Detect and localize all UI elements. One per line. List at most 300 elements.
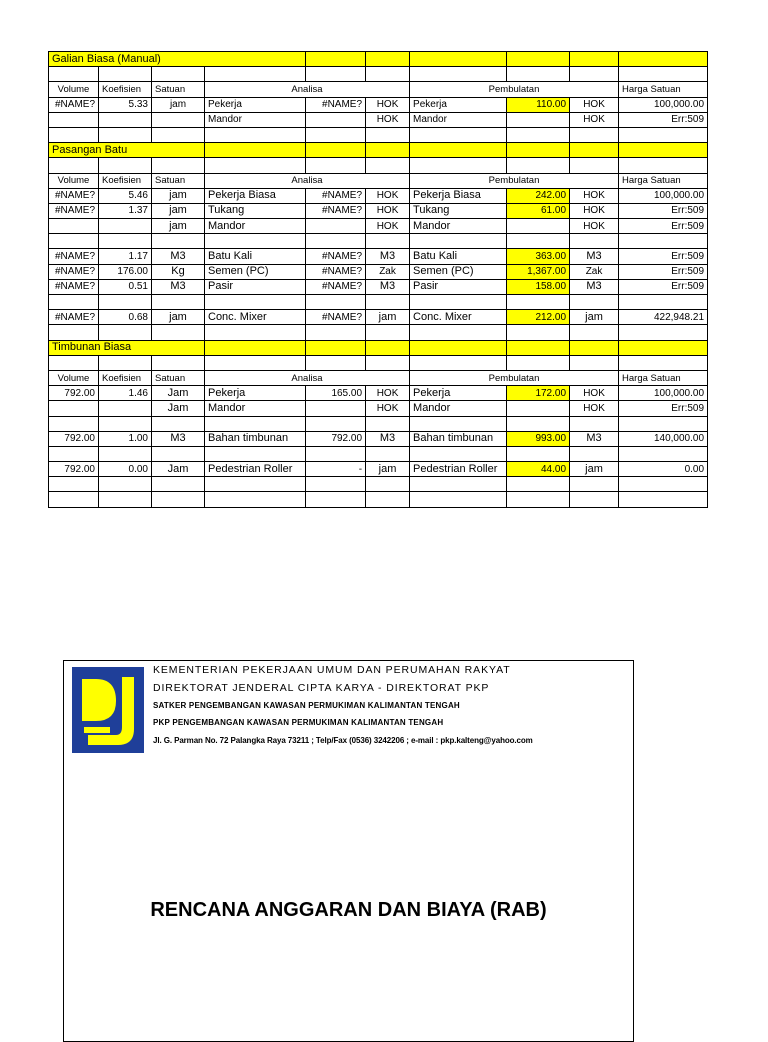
table-cell[interactable]: 44.00: [507, 462, 570, 477]
table-cell[interactable]: HOK: [570, 219, 619, 234]
table-cell[interactable]: Err:509: [619, 219, 708, 234]
table-cell[interactable]: [152, 67, 205, 82]
letterhead-pkp: PKP PENGEMBANGAN KAWASAN PERMUKIMAN KALIMANTAN TENGAH: [153, 718, 444, 727]
table-cell[interactable]: jam: [152, 203, 205, 218]
table-cell[interactable]: M3: [366, 431, 410, 446]
header-analisa[interactable]: Analisa: [205, 370, 410, 385]
table-cell[interactable]: [366, 143, 410, 158]
table-cell[interactable]: [410, 52, 507, 67]
table-row: [49, 279, 708, 294]
table-cell[interactable]: [366, 234, 410, 249]
header-satuan[interactable]: Satuan: [152, 370, 205, 385]
table-cell[interactable]: [49, 355, 99, 370]
table-cell[interactable]: [152, 355, 205, 370]
table-cell[interactable]: Err:509: [619, 264, 708, 279]
table-cell[interactable]: 61.00: [507, 203, 570, 218]
table-cell[interactable]: M3: [570, 279, 619, 294]
table-cell[interactable]: 1.00: [99, 431, 152, 446]
table-cell[interactable]: [306, 446, 366, 461]
table-cell[interactable]: [619, 446, 708, 461]
table-cell[interactable]: 0.68: [99, 310, 152, 325]
table-cell[interactable]: 1,367.00: [507, 264, 570, 279]
table-cell[interactable]: 1.37: [99, 203, 152, 218]
table-cell[interactable]: 158.00: [507, 279, 570, 294]
table-cell[interactable]: [570, 416, 619, 431]
table-cell[interactable]: [507, 234, 570, 249]
table-cell[interactable]: [205, 158, 306, 173]
table-cell[interactable]: [152, 112, 205, 127]
table-cell[interactable]: HOK: [570, 97, 619, 112]
table-row: [49, 188, 708, 203]
table-cell[interactable]: #NAME?: [49, 97, 99, 112]
empty-row: [49, 158, 708, 173]
table-cell[interactable]: [366, 325, 410, 340]
table-cell[interactable]: #NAME?: [306, 264, 366, 279]
table-cell[interactable]: [205, 127, 306, 142]
section-title[interactable]: Pasangan Batu: [49, 143, 205, 158]
table-cell[interactable]: Jam: [152, 462, 205, 477]
table-cell[interactable]: M3: [152, 249, 205, 264]
header-pembulatan[interactable]: Pembulatan: [410, 173, 619, 188]
table-cell[interactable]: #NAME?: [49, 310, 99, 325]
table-cell[interactable]: #NAME?: [306, 203, 366, 218]
table-cell[interactable]: [49, 295, 99, 310]
table-cell[interactable]: jam: [570, 462, 619, 477]
table-cell[interactable]: #NAME?: [306, 188, 366, 203]
table-cell[interactable]: [99, 325, 152, 340]
section-title[interactable]: Timbunan Biasa: [49, 340, 205, 355]
table-cell[interactable]: [570, 52, 619, 67]
table-cell[interactable]: [99, 127, 152, 142]
table-cell[interactable]: [49, 127, 99, 142]
table-cell[interactable]: 1.17: [99, 249, 152, 264]
header-volume[interactable]: Volume: [49, 173, 99, 188]
table-cell[interactable]: 172.00: [507, 386, 570, 401]
table-cell[interactable]: [366, 67, 410, 82]
table-cell[interactable]: Tukang: [205, 203, 306, 218]
header-pembulatan[interactable]: Pembulatan: [410, 82, 619, 97]
table-cell[interactable]: Mandor: [205, 112, 306, 127]
table-cell[interactable]: [205, 325, 306, 340]
table-cell[interactable]: 5.33: [99, 97, 152, 112]
table-cell[interactable]: [410, 416, 507, 431]
table-cell[interactable]: [205, 477, 306, 492]
table-cell[interactable]: [99, 355, 152, 370]
table-cell[interactable]: [306, 219, 366, 234]
table-cell[interactable]: Tukang: [410, 203, 507, 218]
header-koefisien[interactable]: Koefisien: [99, 370, 152, 385]
table-cell[interactable]: [619, 52, 708, 67]
table-cell[interactable]: Jam: [152, 401, 205, 416]
table-cell[interactable]: [619, 143, 708, 158]
table-cell[interactable]: jam: [570, 310, 619, 325]
table-cell[interactable]: [619, 67, 708, 82]
header-koefisien[interactable]: Koefisien: [99, 173, 152, 188]
table-cell[interactable]: [570, 295, 619, 310]
table-cell[interactable]: HOK: [366, 97, 410, 112]
table-cell[interactable]: [99, 219, 152, 234]
table-cell[interactable]: [205, 295, 306, 310]
table-cell[interactable]: Mandor: [410, 219, 507, 234]
table-cell[interactable]: 100,000.00: [619, 97, 708, 112]
table-cell[interactable]: [306, 416, 366, 431]
table-cell[interactable]: Pekerja: [205, 97, 306, 112]
table-cell[interactable]: 792.00: [49, 386, 99, 401]
table-cell[interactable]: 0.00: [99, 462, 152, 477]
table-cell[interactable]: Zak: [570, 264, 619, 279]
table-cell[interactable]: [619, 340, 708, 355]
table-cell[interactable]: [99, 67, 152, 82]
table-cell[interactable]: [306, 325, 366, 340]
table-cell[interactable]: [366, 52, 410, 67]
table-cell[interactable]: [49, 416, 99, 431]
table-cell[interactable]: [619, 158, 708, 173]
table-cell[interactable]: [306, 52, 366, 67]
table-cell[interactable]: 792.00: [306, 431, 366, 446]
table-cell[interactable]: [570, 143, 619, 158]
table-cell[interactable]: [507, 112, 570, 127]
table-cell[interactable]: [49, 67, 99, 82]
table-cell[interactable]: 422,948.21: [619, 310, 708, 325]
table-cell[interactable]: #NAME?: [49, 188, 99, 203]
table-cell[interactable]: [49, 492, 99, 507]
table-cell[interactable]: Err:509: [619, 203, 708, 218]
table-cell[interactable]: Kg: [152, 264, 205, 279]
table-cell[interactable]: [306, 158, 366, 173]
table-cell[interactable]: [152, 477, 205, 492]
table-cell[interactable]: [99, 158, 152, 173]
table-cell[interactable]: [366, 492, 410, 507]
table-cell[interactable]: #NAME?: [306, 279, 366, 294]
table-cell[interactable]: M3: [152, 431, 205, 446]
table-cell[interactable]: 0.51: [99, 279, 152, 294]
table-cell[interactable]: [99, 401, 152, 416]
header-row: [49, 370, 708, 385]
table-cell[interactable]: [410, 446, 507, 461]
table-cell[interactable]: [366, 340, 410, 355]
table-cell[interactable]: [49, 219, 99, 234]
table-cell[interactable]: [99, 295, 152, 310]
table-cell[interactable]: [410, 492, 507, 507]
table-cell[interactable]: Zak: [366, 264, 410, 279]
table-cell[interactable]: [152, 158, 205, 173]
table-cell[interactable]: #NAME?: [306, 249, 366, 264]
table-cell[interactable]: 140,000.00: [619, 431, 708, 446]
table-cell[interactable]: 792.00: [49, 462, 99, 477]
table-cell[interactable]: Pasir: [410, 279, 507, 294]
table-cell[interactable]: [410, 127, 507, 142]
table-cell[interactable]: [49, 401, 99, 416]
table-cell[interactable]: HOK: [366, 219, 410, 234]
table-cell[interactable]: [410, 355, 507, 370]
table-cell[interactable]: HOK: [570, 112, 619, 127]
table-cell[interactable]: #NAME?: [49, 203, 99, 218]
table-cell[interactable]: [507, 67, 570, 82]
table-cell[interactable]: [507, 219, 570, 234]
table-cell[interactable]: [507, 143, 570, 158]
table-cell[interactable]: HOK: [570, 401, 619, 416]
table-cell[interactable]: 993.00: [507, 431, 570, 446]
table-cell[interactable]: 5.46: [99, 188, 152, 203]
table-cell[interactable]: HOK: [366, 188, 410, 203]
table-cell[interactable]: [152, 127, 205, 142]
table-cell[interactable]: [366, 355, 410, 370]
table-cell[interactable]: [306, 67, 366, 82]
header-satuan[interactable]: Satuan: [152, 82, 205, 97]
table-cell[interactable]: [570, 340, 619, 355]
table-cell[interactable]: 242.00: [507, 188, 570, 203]
header-harga-satuan[interactable]: Harga Satuan: [619, 370, 708, 385]
table-cell[interactable]: [152, 416, 205, 431]
table-row: [49, 249, 708, 264]
table-cell[interactable]: 212.00: [507, 310, 570, 325]
table-cell[interactable]: [507, 355, 570, 370]
table-cell[interactable]: [49, 158, 99, 173]
table-cell[interactable]: Mandor: [205, 219, 306, 234]
table-cell[interactable]: jam: [152, 97, 205, 112]
table-cell[interactable]: [99, 416, 152, 431]
table-cell[interactable]: Semen (PC): [205, 264, 306, 279]
table-cell[interactable]: [570, 355, 619, 370]
table-cell[interactable]: Bahan timbunan: [410, 431, 507, 446]
table-cell[interactable]: [619, 325, 708, 340]
table-cell[interactable]: -: [306, 462, 366, 477]
table-cell[interactable]: M3: [570, 249, 619, 264]
table-row: [49, 112, 708, 127]
table-cell[interactable]: [49, 112, 99, 127]
table-cell[interactable]: [507, 340, 570, 355]
table-cell[interactable]: #NAME?: [49, 279, 99, 294]
table-cell[interactable]: [410, 340, 507, 355]
table-cell[interactable]: Err:509: [619, 249, 708, 264]
table-cell[interactable]: [410, 143, 507, 158]
table-cell[interactable]: [619, 492, 708, 507]
header-harga-satuan[interactable]: Harga Satuan: [619, 82, 708, 97]
table-cell[interactable]: [619, 127, 708, 142]
table-cell[interactable]: [570, 67, 619, 82]
table-cell[interactable]: Pekerja: [410, 97, 507, 112]
table-cell[interactable]: [306, 143, 366, 158]
table-cell[interactable]: [410, 477, 507, 492]
table-cell[interactable]: Pekerja: [205, 386, 306, 401]
table-cell[interactable]: [507, 477, 570, 492]
table-cell[interactable]: Mandor: [205, 401, 306, 416]
table-cell[interactable]: [507, 127, 570, 142]
table-row: [49, 386, 708, 401]
table-cell[interactable]: [570, 234, 619, 249]
section-title-row: [49, 52, 708, 67]
table-cell[interactable]: Bahan timbunan: [205, 431, 306, 446]
table-cell[interactable]: [205, 340, 306, 355]
table-cell[interactable]: #NAME?: [49, 249, 99, 264]
table-cell[interactable]: [570, 477, 619, 492]
table-cell[interactable]: Mandor: [410, 112, 507, 127]
table-cell[interactable]: [205, 355, 306, 370]
table-cell[interactable]: 792.00: [49, 431, 99, 446]
table-cell[interactable]: [152, 325, 205, 340]
table-cell[interactable]: [619, 234, 708, 249]
table-cell[interactable]: M3: [366, 249, 410, 264]
table-cell[interactable]: [507, 295, 570, 310]
table-cell[interactable]: [619, 477, 708, 492]
table-cell[interactable]: [205, 416, 306, 431]
table-cell[interactable]: [619, 355, 708, 370]
table-cell[interactable]: [49, 234, 99, 249]
table-cell[interactable]: [306, 127, 366, 142]
table-cell[interactable]: [99, 492, 152, 507]
table-cell[interactable]: #NAME?: [306, 97, 366, 112]
table-cell[interactable]: [99, 477, 152, 492]
header-pembulatan[interactable]: Pembulatan: [410, 370, 619, 385]
table-cell[interactable]: [570, 446, 619, 461]
table-cell[interactable]: HOK: [570, 386, 619, 401]
table-cell[interactable]: Pedestrian Roller: [410, 462, 507, 477]
table-cell[interactable]: [507, 52, 570, 67]
table-cell[interactable]: Batu Kali: [410, 249, 507, 264]
table-cell[interactable]: HOK: [366, 386, 410, 401]
table-cell[interactable]: [366, 127, 410, 142]
table-cell[interactable]: [570, 158, 619, 173]
table-cell[interactable]: M3: [152, 279, 205, 294]
table-row: [49, 264, 708, 279]
table-cell[interactable]: [410, 295, 507, 310]
table-cell[interactable]: HOK: [570, 203, 619, 218]
table-cell[interactable]: [152, 295, 205, 310]
table-cell[interactable]: [507, 401, 570, 416]
table-cell[interactable]: 176.00: [99, 264, 152, 279]
table-cell[interactable]: [619, 295, 708, 310]
table-cell[interactable]: [205, 67, 306, 82]
header-satuan[interactable]: Satuan: [152, 173, 205, 188]
header-analisa[interactable]: Analisa: [205, 173, 410, 188]
table-cell[interactable]: [49, 325, 99, 340]
header-analisa[interactable]: Analisa: [205, 82, 410, 97]
table-cell[interactable]: 100,000.00: [619, 188, 708, 203]
table-cell[interactable]: Pekerja Biasa: [205, 188, 306, 203]
table-cell[interactable]: HOK: [570, 188, 619, 203]
table-cell[interactable]: [99, 446, 152, 461]
table-cell[interactable]: [410, 325, 507, 340]
table-cell[interactable]: [366, 158, 410, 173]
header-harga-satuan[interactable]: Harga Satuan: [619, 173, 708, 188]
table-cell[interactable]: [619, 416, 708, 431]
table-cell[interactable]: Conc. Mixer: [205, 310, 306, 325]
table-cell[interactable]: [306, 295, 366, 310]
table-cell[interactable]: HOK: [366, 401, 410, 416]
table-cell[interactable]: jam: [366, 310, 410, 325]
table-cell[interactable]: [507, 158, 570, 173]
header-volume[interactable]: Volume: [49, 370, 99, 385]
letterhead-directorate: DIREKTORAT JENDERAL CIPTA KARYA - DIREKTORAT PKP: [153, 682, 490, 694]
table-cell[interactable]: [99, 112, 152, 127]
table-cell[interactable]: HOK: [366, 112, 410, 127]
table-cell[interactable]: [205, 143, 306, 158]
table-cell[interactable]: [366, 416, 410, 431]
table-cell[interactable]: #NAME?: [306, 310, 366, 325]
table-cell[interactable]: 100,000.00: [619, 386, 708, 401]
table-cell[interactable]: [570, 127, 619, 142]
table-cell[interactable]: [152, 446, 205, 461]
table-cell[interactable]: 363.00: [507, 249, 570, 264]
table-cell[interactable]: Err:509: [619, 401, 708, 416]
table-cell[interactable]: M3: [366, 279, 410, 294]
table-cell[interactable]: [410, 234, 507, 249]
table-cell[interactable]: jam: [152, 219, 205, 234]
empty-row: [49, 416, 708, 431]
table-cell[interactable]: [306, 401, 366, 416]
table-cell[interactable]: [306, 492, 366, 507]
table-cell[interactable]: 165.00: [306, 386, 366, 401]
table-cell[interactable]: [306, 477, 366, 492]
table-cell[interactable]: jam: [152, 310, 205, 325]
table-row: [49, 97, 708, 112]
table-cell[interactable]: [306, 112, 366, 127]
section-title[interactable]: Galian Biasa (Manual): [49, 52, 306, 67]
table-cell[interactable]: Mandor: [410, 401, 507, 416]
header-volume[interactable]: Volume: [49, 82, 99, 97]
section-title-row: [49, 340, 708, 355]
table-cell[interactable]: [507, 416, 570, 431]
table-cell[interactable]: Err:509: [619, 279, 708, 294]
table-cell[interactable]: Conc. Mixer: [410, 310, 507, 325]
table-cell[interactable]: [366, 295, 410, 310]
table-cell[interactable]: [49, 446, 99, 461]
table-cell[interactable]: [205, 234, 306, 249]
table-row: [49, 219, 708, 234]
table-cell[interactable]: Pekerja: [410, 386, 507, 401]
table-cell[interactable]: jam: [152, 188, 205, 203]
table-cell[interactable]: [507, 325, 570, 340]
table-cell[interactable]: [306, 355, 366, 370]
table-cell[interactable]: [152, 492, 205, 507]
table-cell[interactable]: Semen (PC): [410, 264, 507, 279]
logo-bar: [84, 727, 110, 733]
table-cell[interactable]: 110.00: [507, 97, 570, 112]
table-cell[interactable]: [49, 477, 99, 492]
table-cell[interactable]: jam: [366, 462, 410, 477]
table-cell[interactable]: [205, 492, 306, 507]
table-cell[interactable]: [152, 234, 205, 249]
empty-row: [49, 234, 708, 249]
table-cell[interactable]: [570, 492, 619, 507]
table-cell[interactable]: [570, 325, 619, 340]
table-cell[interactable]: M3: [570, 431, 619, 446]
table-cell[interactable]: [205, 446, 306, 461]
table-cell[interactable]: [410, 158, 507, 173]
table-cell[interactable]: Pasir: [205, 279, 306, 294]
table-cell[interactable]: HOK: [366, 203, 410, 218]
table-cell[interactable]: Pedestrian Roller: [205, 462, 306, 477]
table-cell[interactable]: [366, 477, 410, 492]
table-cell[interactable]: [507, 446, 570, 461]
table-cell[interactable]: [99, 234, 152, 249]
letterhead-address: Jl. G. Parman No. 72 Palangka Raya 73211 ; Telp/Fax (0536) 3242206 ; e-mail : pkp.kalteng@yahoo.com: [153, 736, 533, 745]
header-koefisien[interactable]: Koefisien: [99, 82, 152, 97]
table-cell[interactable]: [306, 234, 366, 249]
table-cell[interactable]: Pekerja Biasa: [410, 188, 507, 203]
table-cell[interactable]: [507, 492, 570, 507]
table-cell[interactable]: 1.46: [99, 386, 152, 401]
table-cell[interactable]: [410, 67, 507, 82]
table-row: [49, 462, 708, 477]
table-cell[interactable]: Jam: [152, 386, 205, 401]
table-cell[interactable]: Batu Kali: [205, 249, 306, 264]
table-cell[interactable]: [306, 340, 366, 355]
table-cell[interactable]: 0.00: [619, 462, 708, 477]
table-cell[interactable]: Err:509: [619, 112, 708, 127]
table-cell[interactable]: [366, 446, 410, 461]
table-cell[interactable]: #NAME?: [49, 264, 99, 279]
